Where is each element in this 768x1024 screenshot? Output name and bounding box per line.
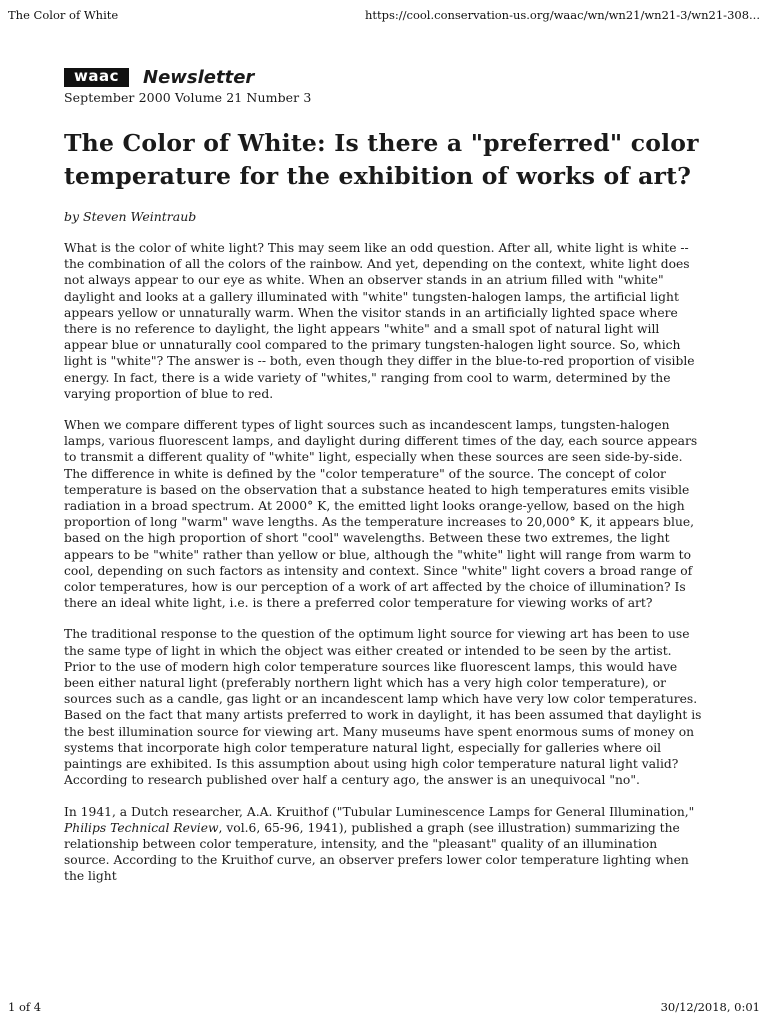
waac-logo: waac [64, 68, 129, 87]
print-datetime: 30/12/2018, 0:01 [660, 1000, 760, 1014]
article-paragraph-1: What is the color of white light? This may seem like an odd question. After all, white light is white -- the combination of all the colors of the rainbow. And yet, depending on the context, white light does not always appear to our eye as white. When an observer stands in an atrium filled with "white" daylight and looks at a gallery illuminated with "white" tungsten-halogen lamps, the artificial light appears yellow or unnaturally warm. When the visitor stands in an artificially lighted space where there is no reference to daylight, the light appears "white" and a small spot of natural light will appear blue or unnaturally cool compared to the primary tungsten-halogen light source. So, which light is "white"? The answer is -- both, even though they differ in the blue-to-red proportion of visible energy. In fact, there is a wide variety of "whites," ranging from cool to warm, determined by the varying proportion of blue to red. [64, 241, 695, 401]
article-paragraph-4 [64, 804, 704, 885]
masthead [64, 66, 704, 88]
print-footer [8, 1000, 760, 1016]
journal-title: Philips Technical Review [64, 820, 219, 835]
issue-line: September 2000 Volume 21 Number 3 [64, 90, 312, 105]
print-url[interactable]: https://cool.conservation-us.org/waac/wn/wn21/wn21-3/wn21-308... [364, 8, 760, 22]
newsletter-label: Newsletter [143, 66, 255, 88]
article-paragraph-2: When we compare different types of light sources such as incandescent lamps, tungsten-halogen lamps, various fluorescent lamps, and daylight during different times of the day, each source appears to transmit a different quality of "white" light, especially when these sources are seen side-by-side. The difference in white is defined by the "color temperature" of the source. The concept of color temperature is based on the observation that a substance heated to high temperatures emits visible radiation in a broad spectrum. At 2000° K, the emitted light looks orange-yellow, based on the high proportion of long "warm" wave lengths. As the temperature increases to 20,000° K, it appears blue, based on the high proportion of short "cool" wavelengths. Between these two extremes, the light appears to be "white" rather than yellow or blue, although the "white" light will range from warm to cool, depending on such factors as intensity and context. Since "white" light covers a broad range of color temperatures, how is our perception of a work of art affected by the choice of illumination? Is there an ideal white light, i.e. is there a preferred color temperature for viewing works of art? [64, 418, 698, 611]
paragraph-4-text-end: , vol.6, 65-96, 1941), published a graph (see illustration) summarizing the relationship between color temperature, intensity, and the "pleasant" quality of an illumination source. According to the Kruithof curve, an observer prefers lower color temperature lighting when the light [64, 820, 689, 884]
article-title: The Color of White: Is there a "preferred" color temperature for the exhibition of works of art? [64, 129, 699, 190]
print-header [8, 8, 760, 24]
print-page-title: The Color of White [8, 8, 119, 22]
page-number: 1 of 4 [8, 1000, 42, 1014]
page-content [64, 66, 704, 885]
article-paragraph-3: The traditional response to the question of the optimum light source for viewing art has been to use the same type of light in which the object was either created or intended to be seen by the artist. Prior to the use of modern high color temperature sources like fluorescent lamps, this would have been either natural light (preferably northern light which has a very high color temperature), or sources such as a candle, gas light or an incandescent lamp which have very low color temperatures. Based on the fact that many artists preferred to work in daylight, it has been assumed that daylight is the best illumination source for viewing art. Many museums have spent enormous sums of money on systems that incorporate high color temperature natural light, especially for galleries where oil paintings are exhibited. Is this assumption about using high color temperature natural light valid? According to research published over half a century ago, the answer is an unequivocal "no". [64, 627, 702, 788]
paragraph-4-text-start: In 1941, a Dutch researcher, A.A. Kruithof ("Tubular Luminescence Lamps for General Illumination," [64, 804, 695, 819]
article-byline: by Steven Weintraub [64, 209, 197, 224]
